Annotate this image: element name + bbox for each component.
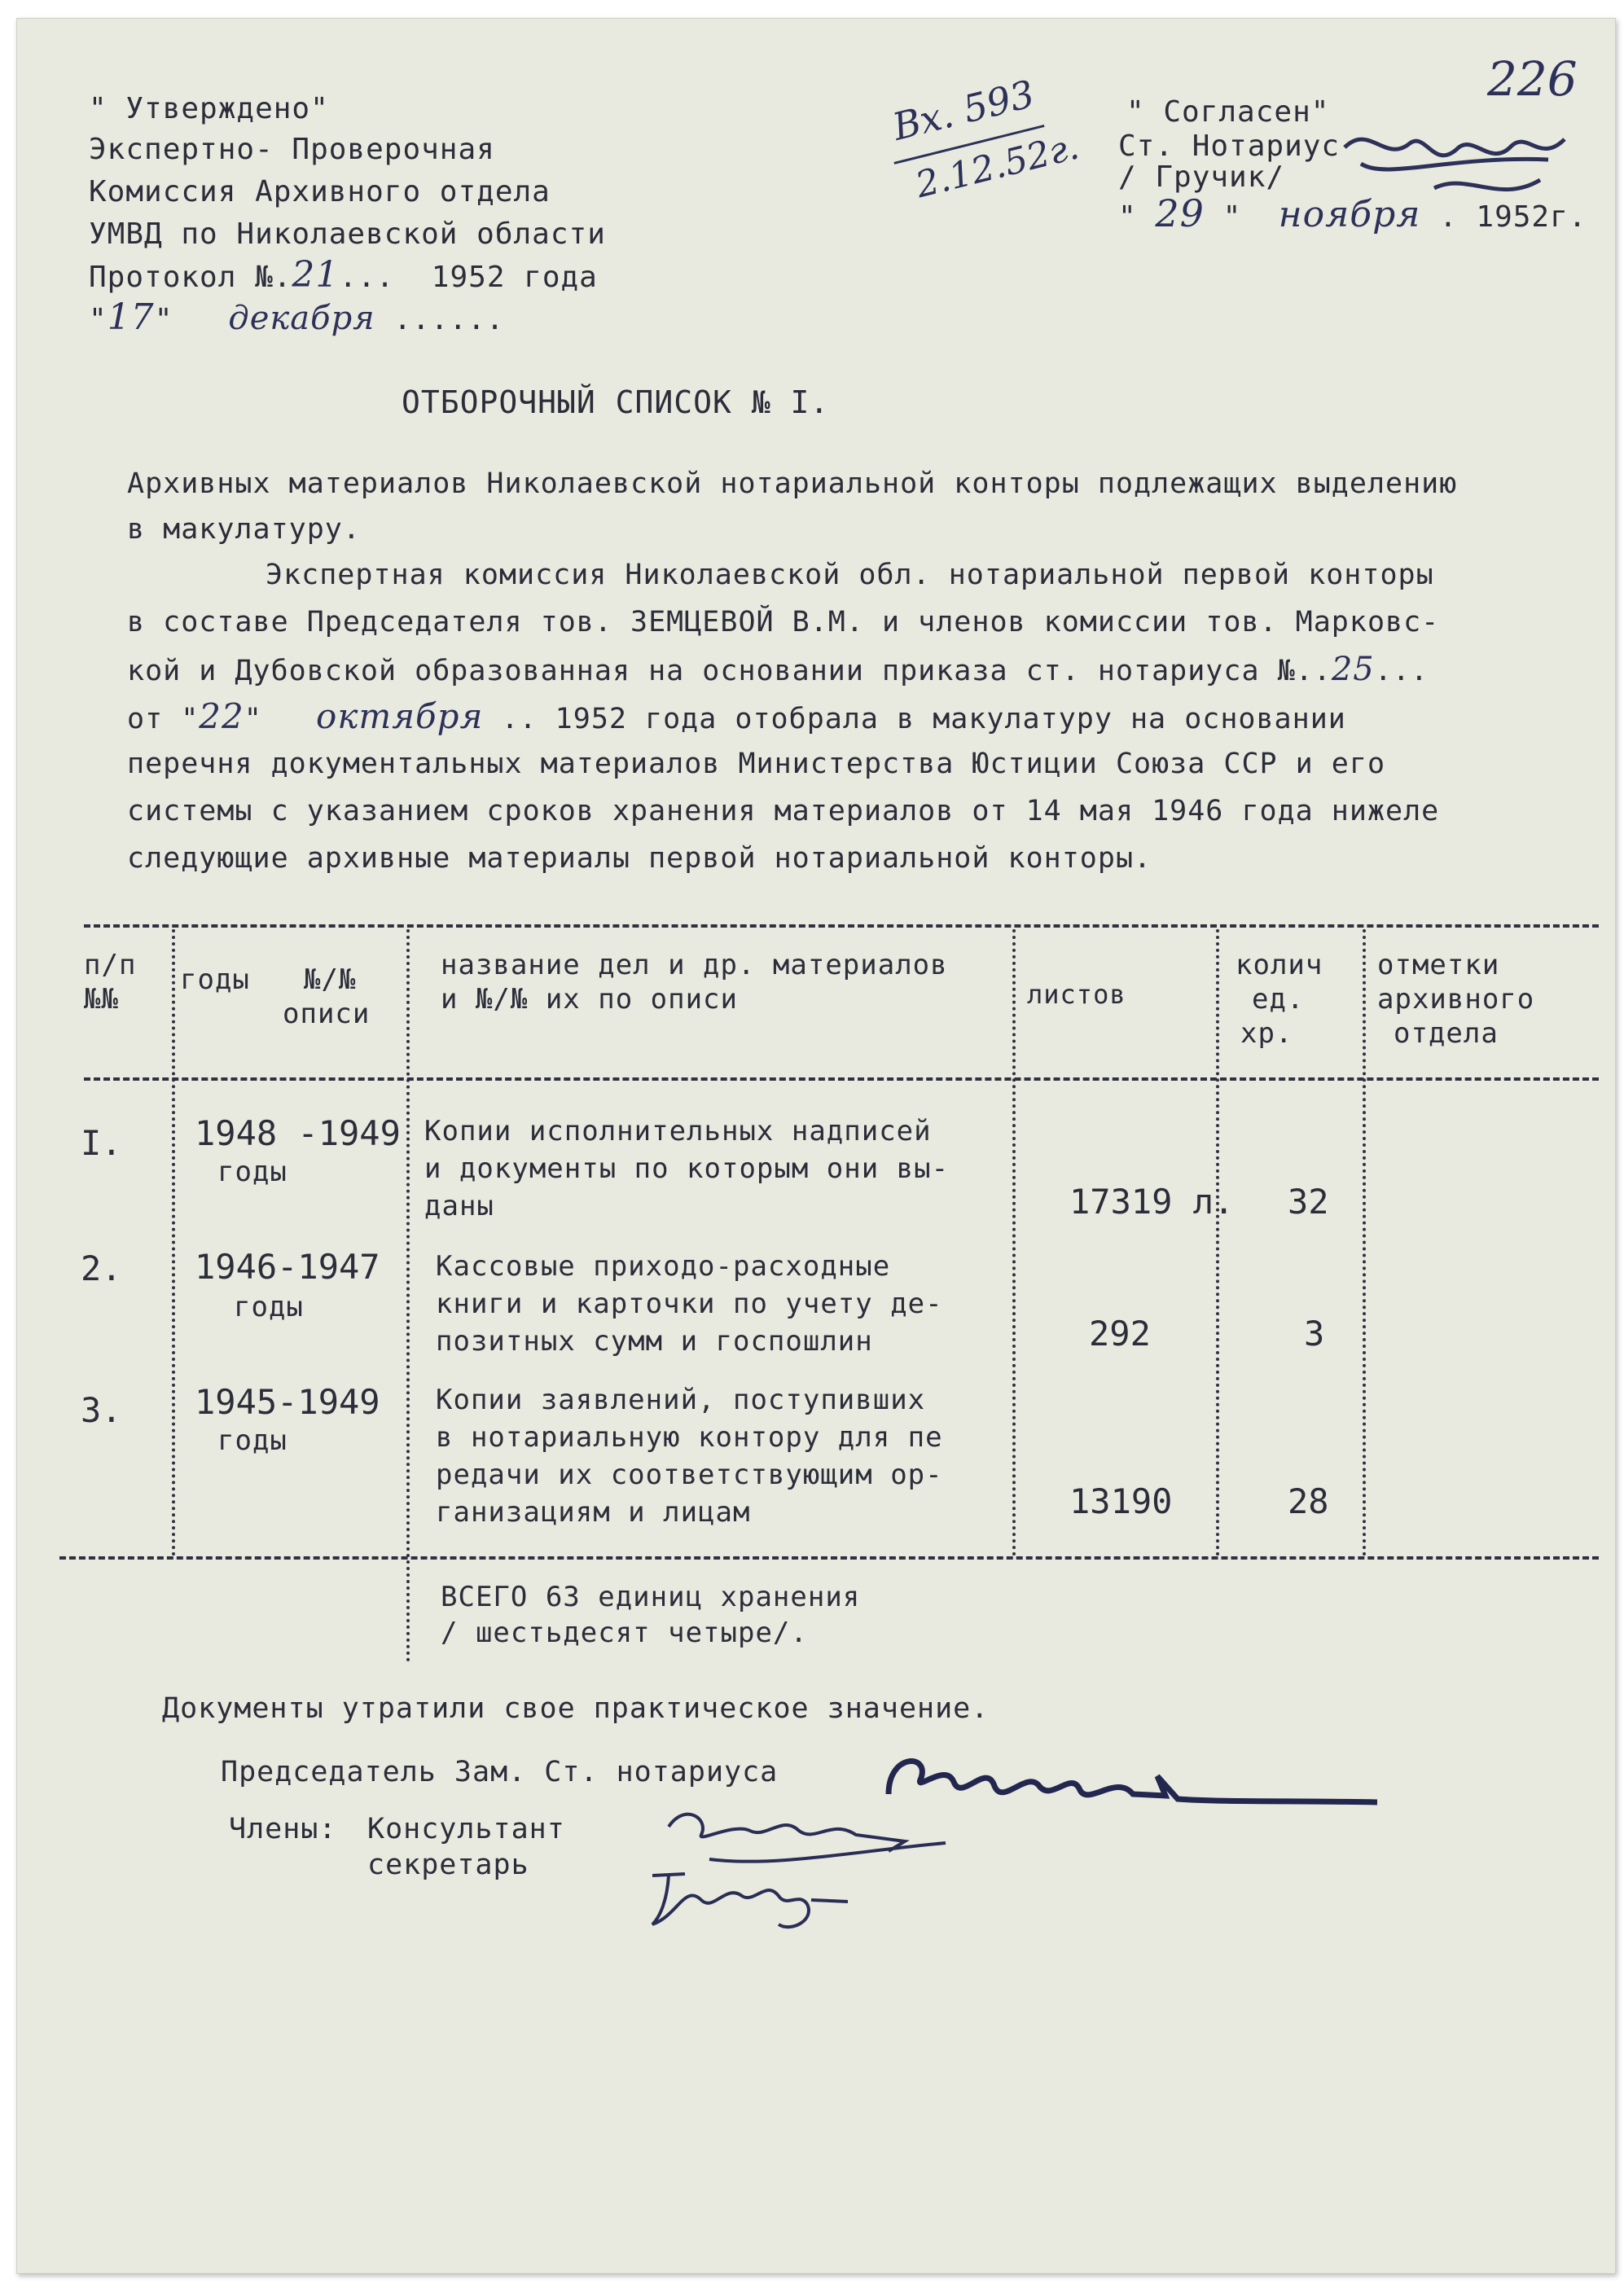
row-number: 2. xyxy=(81,1248,122,1288)
protocol-number: 21 xyxy=(292,254,340,296)
row-desc-line-3: редачи их соответствующим ор- xyxy=(436,1459,943,1491)
row-desc-line-2: книги и карточки по учету де- xyxy=(436,1288,943,1320)
row-desc-line-1: Копии заявлений, поступивших xyxy=(436,1384,926,1416)
document-title: ОТБОРОЧНЫЙ СПИСОК № I. xyxy=(402,384,830,420)
row-qty: 3 xyxy=(1304,1314,1325,1354)
table-header-rule xyxy=(84,1077,1599,1081)
chair-title: Председатель Зам. Ст. нотариуса xyxy=(221,1756,779,1788)
row-desc-line-1: Копии исполнительных надписей xyxy=(424,1115,932,1147)
agreement-line-1: Ст. Нотариус xyxy=(1118,129,1341,163)
row-desc-line-2: в нотариальную контору для пе xyxy=(436,1421,943,1454)
conclusion-text: Документы утратили свое практическое значение. xyxy=(162,1692,990,1725)
row-years: 1945-1949 xyxy=(195,1382,380,1422)
header-years: годы xyxy=(180,963,250,996)
member-2-title: секретарь xyxy=(367,1849,529,1881)
header-name-2: и №/№ их по описи xyxy=(441,983,738,1016)
intro-line-5: кой и Дубовской образованная на основании приказа ст. нотариуса №..25... xyxy=(127,651,1429,688)
agreement-month: ноября xyxy=(1278,194,1421,235)
intro-line-6: от "22" октября .. 1952 года отобрала в макулатуру на основании xyxy=(127,696,1346,736)
approval-heading: " Утверждено" xyxy=(89,92,329,125)
protocol-month: декабря xyxy=(228,300,375,337)
header-pages: листов xyxy=(1027,979,1126,1010)
table-total-line-2: / шестьдесят четыре/. xyxy=(441,1617,808,1649)
row-desc-line-3: позитных сумм и госпошлин xyxy=(436,1325,873,1358)
row-number: I. xyxy=(81,1123,122,1163)
table-bottom-rule xyxy=(59,1556,1599,1560)
row-qty: 32 xyxy=(1288,1182,1329,1222)
header-qty-1: колич xyxy=(1236,949,1323,981)
intro-line-7: перечня документальных материалов Министерства Юстиции Союза ССР и его xyxy=(127,748,1386,780)
header-num-2: №№ xyxy=(84,983,119,1016)
header-qty-2: ед. xyxy=(1252,983,1305,1016)
row-desc-line-3: даны xyxy=(424,1190,494,1222)
header-notes-1: отметки xyxy=(1377,949,1500,981)
header-qty-3: хр. xyxy=(1240,1017,1293,1050)
header-notes-2: архивного xyxy=(1377,983,1535,1016)
protocol-day: 17 xyxy=(107,296,155,338)
row-desc-line-2: и документы по которым они вы- xyxy=(424,1152,950,1185)
archive-page-number: 226 xyxy=(1487,51,1578,107)
table-top-rule xyxy=(84,924,1599,928)
order-number: 25 xyxy=(1331,651,1375,688)
secretary-signature xyxy=(636,1851,897,1941)
row-years-label: годы xyxy=(234,1291,304,1323)
protocol-date: "17" декабря ...... xyxy=(89,296,505,338)
header-inv-1: №/№ xyxy=(304,963,357,996)
agreement-heading: " Согласен" xyxy=(1126,95,1330,129)
registration-number: Вх. 593 xyxy=(888,71,1039,149)
row-pages: 17319 л. xyxy=(1069,1182,1235,1222)
intro-line-3: Экспертная комиссия Николаевской обл. нотариальной первой конторы xyxy=(266,559,1434,591)
order-day: 22 xyxy=(199,696,244,736)
header-inv-2: описи xyxy=(283,998,371,1030)
agreement-date: " 29 " ноября . 1952г. xyxy=(1118,191,1587,235)
approval-line-1: Экспертно- Проверочная xyxy=(89,133,495,166)
header-name-1: название дел и др. материалов xyxy=(441,949,948,981)
intro-line-8: системы с указанием сроков хранения материалов от 14 мая 1946 года нижеле xyxy=(127,795,1440,827)
intro-line-2: в макулатуру. xyxy=(127,513,361,546)
header-notes-3: отдела xyxy=(1394,1017,1499,1050)
row-pages: 292 xyxy=(1089,1314,1151,1354)
row-years: 1946-1947 xyxy=(195,1247,380,1287)
member-1-title: Консультант xyxy=(367,1813,565,1845)
agreement-day: 29 xyxy=(1155,191,1205,235)
row-qty: 28 xyxy=(1288,1481,1329,1521)
header-num-1: п/п xyxy=(84,949,137,981)
intro-line-1: Архивных материалов Николаевской нотариальной конторы подлежащих выделению xyxy=(127,467,1458,500)
table-total-line-1: ВСЕГО 63 единиц хранения xyxy=(441,1581,861,1613)
row-pages: 13190 xyxy=(1069,1481,1173,1521)
protocol-line: Протокол №.21... 1952 года xyxy=(89,254,598,296)
notary-signature xyxy=(1337,115,1581,221)
registration-date: 2.12.52г. xyxy=(911,125,1083,207)
row-years-label: годы xyxy=(217,1424,287,1457)
approval-line-2: Комиссия Архивного отдела xyxy=(89,175,551,208)
row-years: 1948 -1949 xyxy=(195,1113,401,1153)
row-desc-line-1: Кассовые приходо-расходные xyxy=(436,1250,891,1283)
row-number: 3. xyxy=(81,1390,122,1430)
row-desc-line-4: ганизациям и лицам xyxy=(436,1496,751,1529)
row-years-label: годы xyxy=(217,1156,287,1188)
approval-line-3: УМВД по Николаевской области xyxy=(89,217,606,251)
intro-line-9: следующие архивные материалы первой нотариальной конторы. xyxy=(127,842,1152,875)
order-month: октября xyxy=(316,696,484,736)
agreement-line-2: / Гручик/ xyxy=(1118,160,1285,194)
intro-line-4: в составе Председателя тов. ЗЕМЦЕВОЙ В.М. и членов комиссии тов. Марковс- xyxy=(127,606,1440,638)
document-page xyxy=(16,18,1616,2274)
members-label: Члены: xyxy=(229,1813,337,1845)
